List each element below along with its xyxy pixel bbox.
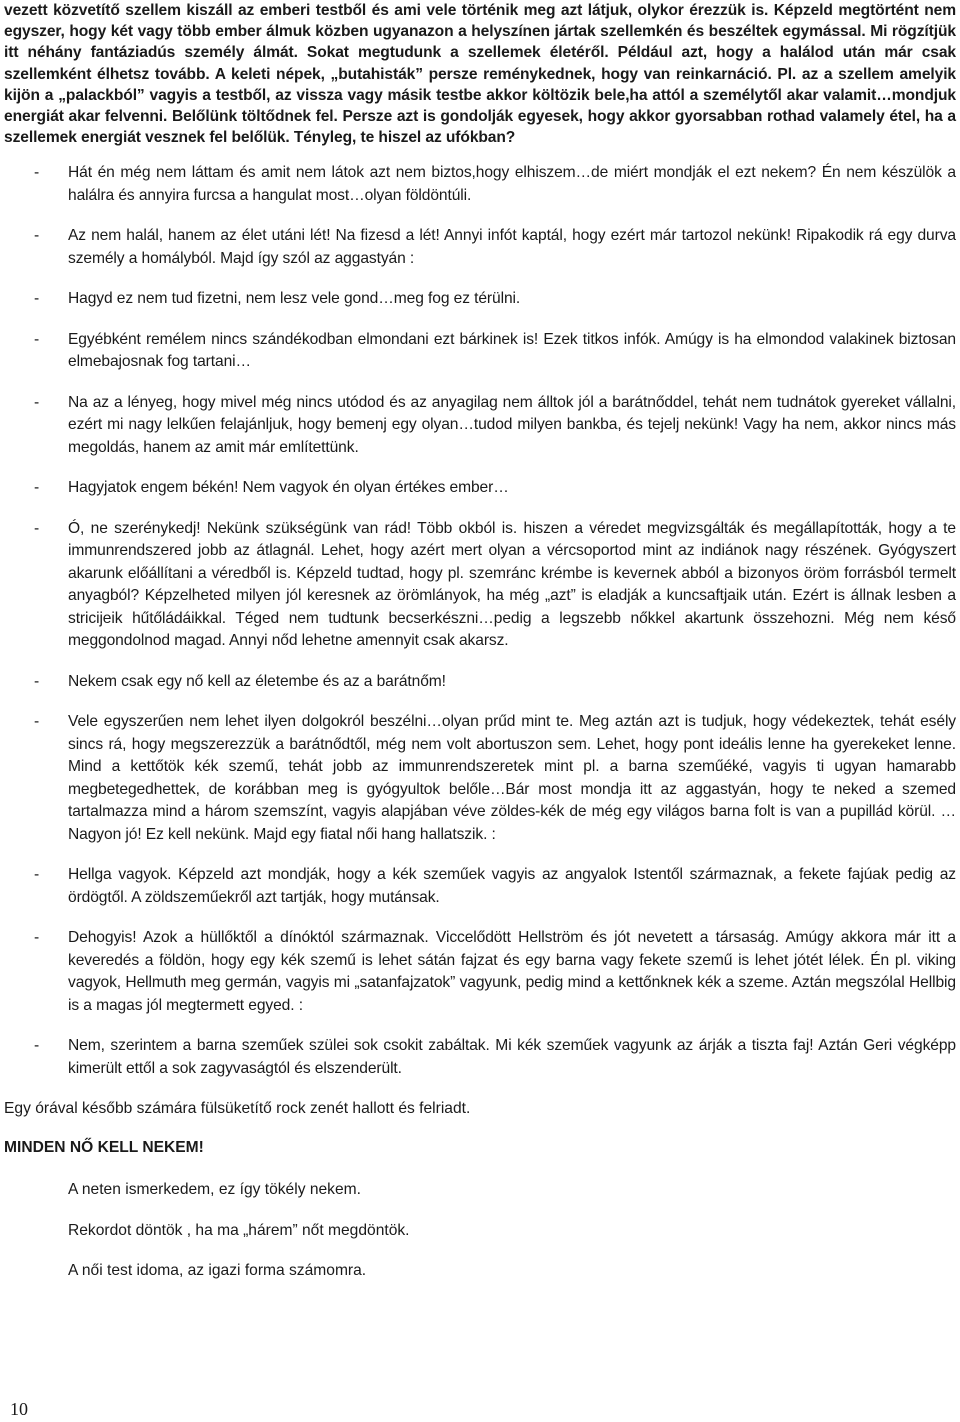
dialogue-text: Nem, szerintem a barna szeműek szülei sok csokit zabáltak. Mi kék szeműek vagyunk az árják a tiszta faj! Aztán Geri végképp kimerült ettől a sok zagyvaságtól és elszenderült. bbox=[68, 1037, 956, 1077]
dash-marker: - bbox=[34, 1037, 40, 1055]
dash-marker: - bbox=[34, 227, 40, 245]
dash-marker: - bbox=[34, 290, 40, 308]
dialogue-text: Hát én még nem láttam és amit nem látok azt nem biztos,hogy elhiszem…de miért mondják el ezt nekem? Én nem készülök a halálra és annyira furcsa a hangulat most…olyan földöntúli. bbox=[68, 164, 956, 204]
section-title: MINDEN NŐ KELL NEKEM! bbox=[4, 1138, 204, 1156]
dialogue-line bbox=[4, 288, 956, 311]
dialogue-list bbox=[4, 162, 956, 1080]
dialogue-text: Hagyd ez nem tud fizetni, nem lesz vele gond…meg fog ez térülni. bbox=[68, 290, 521, 308]
dash-marker: - bbox=[34, 330, 40, 348]
dialogue-text: Hellga vagyok. Képzeld azt mondják, hogy a kék szeműek vagyis az angyalok Istentől származnak, a fekete fajúak pedig az ördögtől. A zöldszeműekről azt tartják, hogy mutánsak. bbox=[68, 866, 956, 906]
dash-marker: - bbox=[34, 672, 40, 690]
dialogue-text: Az nem halál, hanem az élet utáni lét! Na fizesd a lét! Annyi infót kaptál, hogy ezért már tartozol nekünk! Ripakodik rá egy durva személy a homályból. Majd így szól az aggastyán : bbox=[68, 227, 956, 267]
poem-line: Rekordot döntök , ha ma „hárem” nőt megdöntök. bbox=[68, 1221, 410, 1239]
dialogue-line bbox=[4, 392, 956, 460]
dialogue-line bbox=[4, 1035, 956, 1080]
dialogue-text: Ó, ne szerénykedj! Nekünk szükségünk van rád! Több okból is. hiszen a véredet megvizsgálták és megállapították, hogy a te immunrendszered jobb az átlagnál. Lehet, hogy azért mert olyan a vércsoportod mint az indiánok nagy részének. Gyógyszert akarunk előállítani a véredből is. Képzeld tudtad, hogy pl. szemránc krémbe is kevernek abból a bizonyos öröm forrásból termelt anyagból? Képzelheted milyen jól keresnek az örömlányok, ha még „azt” is eladják a kuncsaftjaik után. Ezért is állnak lesben a stricijeik hűtőládáikkal. Téged nem tudtunk becserkészni…pedig a legszebb nőkkel akartunk összehozni. Még nem késő meggondolnod magad. Annyi nőd lehetne amennyit csak akarsz. bbox=[68, 519, 956, 650]
document-page bbox=[4, 0, 956, 1422]
dialogue-line bbox=[4, 671, 956, 694]
dialogue-line bbox=[4, 329, 956, 374]
intro-paragraph: vezett közvetítő szellem kiszáll az emberi testből és ami vele történik meg azt látjuk, olykor érezzük is. Képzeld megtörtént nem egyszer, hogy két vagy több ember álmuk közben ugyanazon a helyszínen jártak szellemkén és beszéltek egymással. Mi rögzítjük itt néhány fantáziadús személy álmát. Sokat megtudunk a szellemek életéről. Például azt, hogy a halálod után már csak szellemként élhetsz tovább. A keleti népek, „butahisták” persze reménykednek, hogy van reinkarnáció. Pl. az a szellem amelyik kijön a „palackból” vagyis a testből, az vissza vagy másik testbe akkor költözik bele,ha attól a személytől akar valamit…mondjuk energiát akar felvenni. Belőlünk töltődnek fel. Persze azt is gondolják egyesek, hogy akkor gyorsabban rothad valamely étel, ha a szellemek energiát vesznek fel belőlük. Tényleg, te hiszel az ufókban? bbox=[4, 2, 956, 147]
dialogue-line bbox=[4, 864, 956, 909]
dash-marker: - bbox=[34, 519, 40, 537]
dash-marker: - bbox=[34, 866, 40, 884]
dialogue-line bbox=[4, 711, 956, 846]
dialogue-line bbox=[4, 518, 956, 653]
dialogue-line bbox=[4, 225, 956, 270]
dialogue-text: Nekem csak egy nő kell az életembe és az a barátnőm! bbox=[68, 672, 446, 690]
dialogue-line bbox=[4, 927, 956, 1017]
dash-marker: - bbox=[34, 393, 40, 411]
dash-marker: - bbox=[34, 164, 40, 182]
page-number: 10 bbox=[10, 1399, 28, 1419]
closing-paragraph: Egy órával később számára fülsüketítő rock zenét hallott és felriadt. bbox=[4, 1100, 471, 1118]
dialogue-line bbox=[4, 162, 956, 207]
poem-line: A női test idoma, az igazi forma számomra. bbox=[68, 1262, 367, 1280]
poem-block bbox=[4, 1179, 956, 1283]
dialogue-text: Na az a lényeg, hogy mivel még nincs utódod és az anyagilag nem álltok jól a barátnőddel, tehát nem tudnátok gyereket vállalni, ezért mi nagy lelkűen felajánljuk, hogy bemenj egy olyan…tudod milyen bankba, és tejelj nekünk! Vagy ha nem, akkor nincs más megoldás, hanem az amit már említettünk. bbox=[68, 393, 956, 456]
dialogue-line bbox=[4, 477, 956, 500]
dialogue-text: Hagyjatok engem békén! Nem vagyok én olyan értékes ember… bbox=[68, 479, 509, 497]
dash-marker: - bbox=[34, 479, 40, 497]
dash-marker: - bbox=[34, 713, 40, 731]
poem-line: A neten ismerkedem, ez így tökély nekem. bbox=[68, 1181, 361, 1199]
dialogue-text: Dehogyis! Azok a hüllőktől a dínóktól származnak. Viccelődött Hellström és jót nevetett a társaság. Amúgy akkora már itt a keveredés a földön, hogy egy kék szemű is lehet sátán fajzat és egy barna vagy fekete szemű is lehet jótét lélek. Én pl. viking vagyok, Hellmuth meg germán, vagyis mi „satanfajzatok” vagyunk, pedig mind a kettőnknek kék a szeme. Aztán megszólal Hellbig is a magas jól megtermett egyed. : bbox=[68, 929, 956, 1014]
dialogue-text: Vele egyszerűen nem lehet ilyen dolgokról beszélni…olyan prűd mint te. Meg aztán azt is tudjuk, hogy védekeztek, tehát esély sincs rá, hogy megszerezzük a barátnődtől, még nem volt abortuszon sem. Lehet, hogy pont ideális lenne ha gyerekeket lenne. Mind a kettőtök kék szemű, tehát jobb az immunrendszeretek mint pl. a barna szeműéké, vagyis ti ugyan hamarabb megbetegedhettek, de korábban meg is gyógyultok belőle…Bár most mondja itt az aggastyán, hogy te neked a szemed tartalmazza mind a három szemszínt, vagyis alapjában véve zöldes-kék de még egy világos barna folt is van a pupillád körül. … Nagyon jó! Ez kell nekünk. Majd egy fiatal női hang hallatszik. : bbox=[68, 713, 956, 843]
dialogue-text: Egyébként remélem nincs szándékodban elmondani ezt bárkinek is! Ezek titkos infók. Amúgy is ha elmondod valakinek biztosan elmebajosnak fog tartani… bbox=[68, 330, 956, 371]
dash-marker: - bbox=[34, 929, 40, 947]
